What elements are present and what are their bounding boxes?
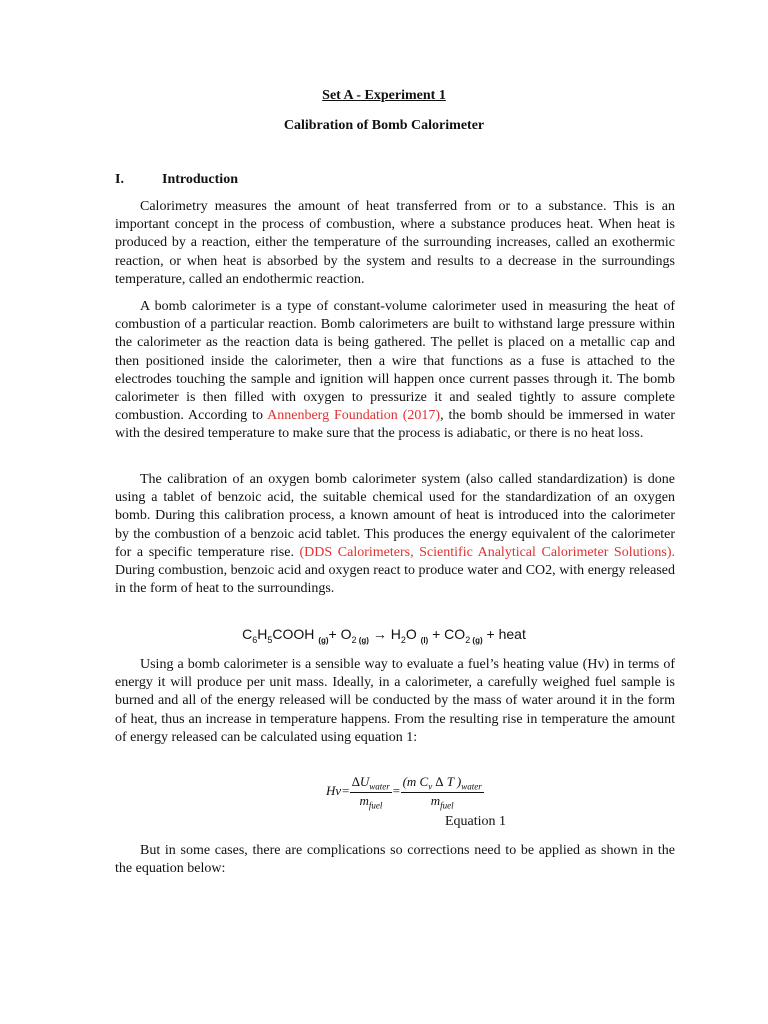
reaction-state: (l) [420, 635, 429, 645]
numerator-text: (m C [402, 774, 429, 789]
equation-1 [0, 774, 768, 818]
paragraph-text: The calibration of an oxygen bomb calorimeter system (also called standardization) is done using a tablet of benzoic acid, the suitable chemical used for the standardization of an oxygen bomb. During this calibration process, a known amount of heat is introduced into the calorimeter by the combustion of a benzoic acid tablet. This produces the energy equivalent of the calorimeter for a specific temperature rise. [115, 472, 675, 560]
equation-body [326, 774, 484, 810]
citation-annenberg: Annenberg Foundation (2017) [267, 408, 441, 424]
numerator-text: ∆ T ) [432, 774, 462, 789]
reaction-part: + CO [428, 626, 466, 642]
equation-equals: = [391, 783, 401, 799]
reaction-subscript: 5 [267, 634, 273, 645]
reaction-state: (g) [318, 635, 329, 645]
section-number: I. [115, 172, 124, 187]
reaction-state: (g) [470, 635, 483, 645]
fraction-numerator [401, 774, 484, 793]
reaction-part: + O [328, 626, 352, 642]
fraction-denominator [350, 793, 392, 811]
reaction-part: O [405, 626, 421, 642]
section-heading [115, 172, 238, 188]
chemical-reaction [0, 626, 768, 645]
paragraph-calibration [115, 471, 675, 598]
reaction-part: COOH [272, 626, 319, 642]
fraction-numerator [350, 774, 392, 793]
citation-dds: (DDS Calorimeters, Scientific Analytical Calorimeter Solutions). [299, 544, 675, 560]
reaction-subscript: 2 [351, 634, 357, 645]
paragraph-text: During combustion, benzoic acid and oxygen react to produce water and CO2, with energy released in the form of heat to the surroundings. [115, 563, 675, 597]
document-title: Set A - Experiment 1 [322, 88, 446, 103]
paragraph-heating-value: Using a bomb calorimeter is a sensible way to evaluate a fuel’s heating value (Hv) in terms of energy it will produce per unit mass. Ideally, in a calorimeter, a carefully weighed fuel sample is burned and all of the energy released will be conducted by the mass of water around it in the form of heat, thus an increase in temperature happens. From the resulting rise in temperature the amount of energy released can be calculated using equation 1: [115, 657, 675, 745]
reaction-part: + heat [482, 626, 526, 642]
numerator-subscript: water [461, 781, 482, 792]
equation-fraction-1 [350, 774, 392, 810]
paragraph-bomb-calorimeter [115, 298, 675, 444]
document-subtitle: Calibration of Bomb Calorimeter [283, 118, 485, 133]
denominator-text: m [359, 792, 369, 808]
denominator-subscript: fuel [440, 800, 454, 811]
reaction-state: (g) [356, 635, 369, 645]
reaction-part: H [257, 626, 268, 642]
equation-equals: = [341, 783, 350, 799]
numerator-text: ∆U [351, 774, 370, 789]
reaction-part: H [390, 626, 401, 642]
paragraph-text: A bomb calorimeter is a type of constant-volume calorimeter used in measuring the heat of combustion of a particular reaction. Bomb calorimeters are built to withstand large pressure within the calorimeter as the reaction data is being gathered. The pellet is placed on a metallic cap and then positioned inside the calorimeter, then a wire that functions as a fuse is attached to the electrodes touching the sample and ignition will happen once current passes through it. The bomb calorimeter is then filled with oxygen to pressurize it and sealed tightly to assure complete combustion. According to [115, 299, 675, 424]
numerator-subscript: water [369, 781, 390, 792]
numerator-subscript: v [428, 781, 433, 792]
reaction-subscript: 6 [252, 634, 258, 645]
reaction-part: C [242, 626, 253, 642]
section-title: Introduction [162, 172, 238, 187]
fraction-denominator [401, 793, 484, 811]
paragraph-corrections: But in some cases, there are complications so corrections need to be applied as shown in the the equation below: [115, 843, 675, 877]
paragraph-calorimetry: Calorimetry measures the amount of heat transferred from or to a substance. This is an important concept in the process of combustion, where a substance produces heat. When heat is produced by a reaction, either the temperature of the surrounding increases, called an exothermic reaction, or when heat is absorbed by the system and results to a decrease in the surroundings temperature, called an endothermic reaction. [115, 199, 675, 287]
equation-fraction-2 [401, 774, 484, 810]
reaction-arrow: → [368, 626, 391, 642]
paragraph-text: , the bomb should be immersed in water with the desired temperature to make sure that the process is adiabatic, or there is no heat loss. [115, 408, 675, 442]
denominator-text: m [430, 792, 441, 808]
equation-lhs: Hv [326, 783, 342, 799]
equation-label: Equation 1 [445, 814, 507, 829]
denominator-subscript: fuel [368, 800, 383, 811]
reaction-subscript: 2 [400, 634, 406, 645]
reaction-subscript: 2 [465, 634, 471, 645]
